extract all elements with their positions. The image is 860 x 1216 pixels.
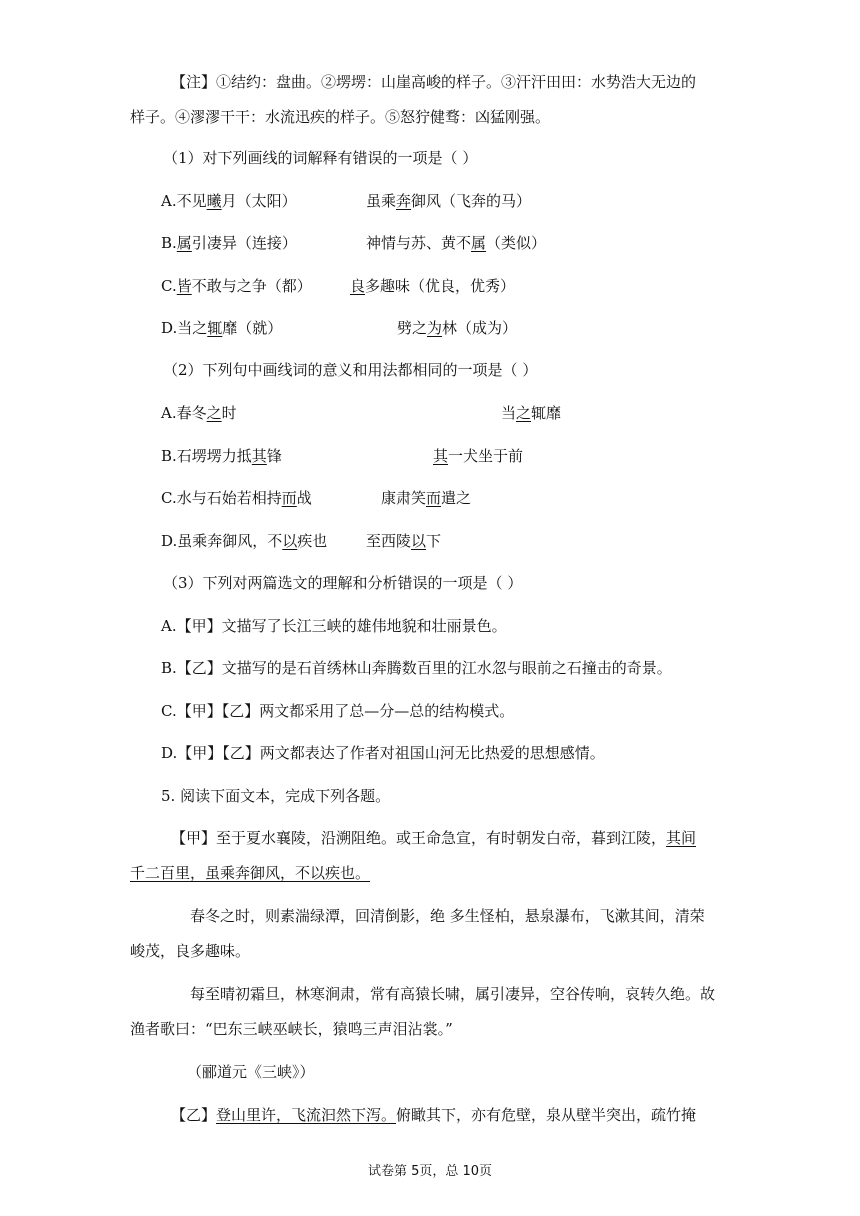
note-line-1: 【注】①结约：盘曲。②塄塄：山崖高峻的样子。③汗汗田田：水势浩大无边的	[171, 73, 697, 91]
jia-paragraph-1-line-1: 【甲】至于夏水襄陵，沿溯阻绝。或王命急宣，有时朝发白帝，暮到江陵，其间	[171, 829, 697, 847]
q1-option-b: B.属引凄异（连接） 神情与苏、黄不属（类似）	[161, 234, 547, 252]
text: A.不见	[161, 192, 207, 210]
q1-option-c: C.皆不敢与之争（都） 良多趣味（优良，优秀）	[161, 277, 516, 295]
q1-option-a	[161, 190, 532, 212]
q1-option-c-second: 良多趣味（优良，优秀）	[350, 277, 516, 295]
yi-paragraph-line-1: 【乙】登山里许，飞流汩然下泻。俯瞰其下，亦有危壁，泉从壁半突出，疏竹掩	[171, 1106, 697, 1124]
jia-paragraph-2-line-2: 峻茂，良多趣味。	[130, 942, 251, 960]
jia-paragraph-3-line-1: 每至晴初霜旦，林寒涧肃，常有高猿长啸，属引凄异，空谷传响，哀转久绝。故	[190, 985, 716, 1003]
underlined-word: 皆	[176, 277, 192, 295]
q1-option-b-second: 神情与苏、黄不属（类似）	[366, 234, 547, 252]
q2-option-d-second: 至西陵以下	[366, 532, 442, 550]
q3-stem: （3）下列对两篇选文的理解和分析错误的一项是（ ）	[163, 574, 523, 592]
underlined-word: 辄	[207, 319, 223, 337]
q2-option-c: C.水与石始若相持而战 康肃笑而遣之	[161, 489, 472, 507]
q2-option-d: D.虽乘奔御风，不以疾也 至西陵以下	[161, 532, 442, 550]
underlined-word: 属	[176, 234, 192, 252]
jia-paragraph-1-line-2: 千二百里，虽乘奔御风，不以疾也。	[130, 864, 371, 882]
text: 月（太阳）	[221, 192, 297, 210]
underlined-word: 曦	[206, 192, 222, 210]
q5-stem: 5. 阅读下面文本，完成下列各题。	[161, 787, 391, 805]
q2-option-a-second: 当之辄靡	[501, 404, 562, 422]
q2-stem: （2）下列句中画线词的意义和用法都相同的一项是（ ）	[163, 361, 538, 379]
q3-option-b: B.【乙】文描写的是石首绣林山奔腾数百里的江水忽与眼前之石撞击的奇景。	[161, 659, 672, 677]
note-line-2: 样子。④漻漻干干：水流迅疾的样子。⑤怒狞健骛：凶猛刚强。	[130, 108, 551, 126]
jia-paragraph-2-line-1: 春冬之时，则素湍绿潭，回清倒影，绝 多生怪柏，悬泉瀑布，飞漱其间，清荣	[190, 907, 705, 925]
q1-option-a-second: 虽乘奔御风（飞奔的马）	[366, 192, 532, 210]
source-citation: （郦道元《三峡》）	[187, 1063, 315, 1081]
jia-paragraph-3-line-2: 渔者歌曰：“巴东三峡巫峡长，猿鸣三声泪沾裳。”	[130, 1020, 453, 1038]
q2-option-b: B.石塄塄力抵其锋 其一犬坐于前	[161, 447, 524, 465]
page-footer: 试卷第 5页，总 10页	[367, 1164, 493, 1179]
q2-option-b-second: 其一犬坐于前	[433, 447, 524, 465]
q1-option-d-second: 劈之为林（成为）	[397, 319, 518, 337]
q1-option-d: D.当之辄靡（就） 劈之为林（成为）	[161, 319, 518, 337]
q2-option-c-second: 康肃笑而遣之	[381, 489, 472, 507]
q3-option-d: D.【甲】【乙】两文都表达了作者对祖国山河无比热爱的思想感情。	[161, 744, 605, 762]
q1-stem: （1）对下列画线的词解释有错误的一项是（ ）	[163, 149, 478, 167]
q3-option-c: C.【甲】【乙】两文都采用了总—分—总的结构模式。	[161, 702, 515, 720]
q2-option-a: A.春冬之时 当之辄靡	[161, 404, 562, 422]
q3-option-a: A.【甲】文描写了长江三峡的雄伟地貌和壮丽景色。	[161, 617, 507, 635]
